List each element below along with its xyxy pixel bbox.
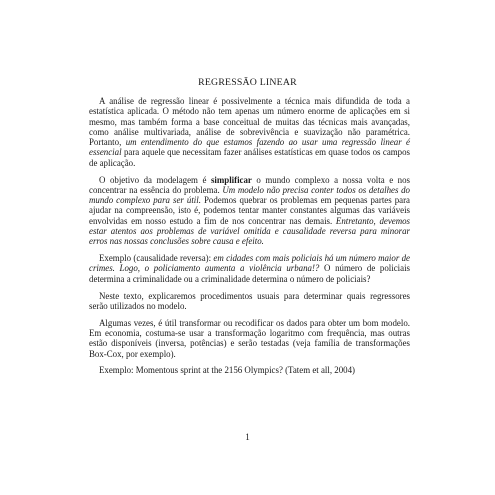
paragraph-intro-emphasis: um entendimento do que estamos fazendo ao usar uma regressão linear é essencial [89, 137, 410, 158]
paragraph-modeling [89, 175, 410, 247]
paragraph-modeling-bold: simplificar [210, 174, 252, 185]
paragraph-modeling-mid-2: Podemos quebrar os problemas em pequenas partes para ajudar na compreensão, isto é, podemos tentar manter constantes algumas das variáveis envolvidas em nosso estudo a fim de nos concentrar nas demais. [89, 195, 410, 226]
paragraph-modeling-emphasis-2: Entretanto, devemos estar atentos aos problemas de variável omitida e causalidade reversa para minorar erros nas nossas conclusões sobre causa e efeito. [89, 215, 411, 247]
paragraph-intro-tail: para aquele que necessitam fazer análises estatísticas em quase todos os campos de aplicação. [89, 147, 410, 168]
paragraph-example-tail: O número de policiais determina a criminalidade ou a criminalidade determina o número de policiais? [89, 263, 410, 284]
body-text [89, 96, 410, 382]
paragraph-intro-text: A análise de regressão linear é possivelmente a técnica mais difundida de toda a estatística aplicada. O método não tem apenas um número enorme de aplicações em si mesmo, mas também forma a base conceitual de muitas das técnicas mais avançadas, como análise multivariada, análise de sobrevivência e suavização não paramétrica. Portanto, [89, 96, 410, 148]
paragraph-example-emphasis: em cidades com mais policiais há um número maior de crimes. Logo, o policiamento aumenta a violência urbana!? [89, 253, 410, 274]
paragraph-modeling-emphasis-1: Um modelo não precisa conter todos os detalhes do mundo complexo para ser útil. [89, 184, 410, 206]
paragraph-example-reverse [89, 253, 410, 284]
paragraph-transformations: Algumas vezes, é útil transformar ou recodificar os dados para obter um bom modelo. Em economia, costuma-se usar a transformação logaritmo com frequência, mas outras estão disponíveis (inversa, potências) e serão testadas (veja família de transformações Box-Cox, por exemplo). [89, 317, 410, 359]
paragraph-modeling-text: O objetivo da modelagem é [99, 174, 211, 185]
paragraph-procedures: Neste texto, explicaremos procedimentos usuais para determinar quais regressores serão utilizados no modelo. [89, 290, 410, 311]
paragraph-intro [89, 96, 410, 168]
paragraph-example-olympics: Exemplo: Momentous sprint at the 2156 Olympics? (Tatem et all, 2004) [99, 365, 355, 376]
paragraph-modeling-mid: o mundo complexo a nossa volta e nos concentrar na essência do problema. [89, 174, 411, 195]
page-title: REGRESSÃO LINEAR [198, 77, 297, 88]
paragraph-example-lead: Exemplo (causalidade reversa): [99, 253, 214, 264]
page-number: 1 [245, 432, 250, 442]
